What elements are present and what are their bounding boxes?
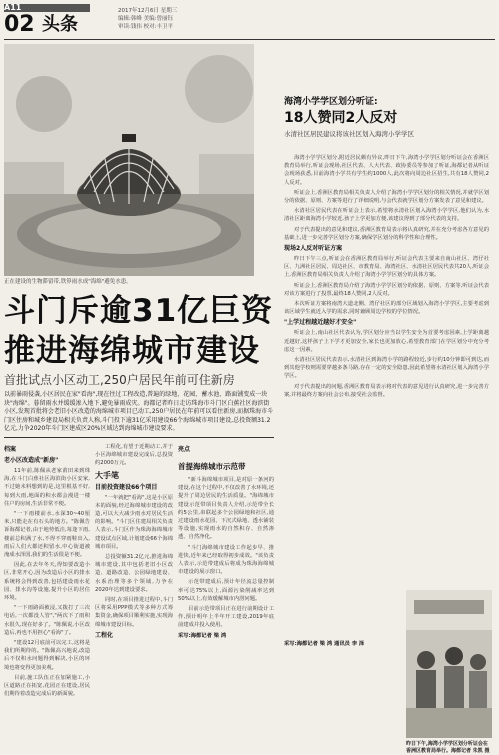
main-photo: [4, 44, 254, 276]
right-section2-paragraph: 水清社区居民代表表示,水清社区到海湾小学的路程较近,步行约10分钟即可到达,而到其他学校则需要穿越多条马路,存在一定的安全隐患,因此希望将水清社区划入海湾小学学区。: [284, 357, 489, 380]
col3-title-top: 亮点: [178, 446, 191, 453]
right-photo-caption: 昨日下午,海湾小学学区划分听证会在香洲区教育局举行。海都记者 朱凯 摄: [406, 741, 490, 754]
col2-subhead: 工程化: [95, 631, 114, 639]
photo-drawing: [4, 44, 254, 276]
col1-paragraph: 因此,在去年冬天,得知要改造小区,非常开心,因为改造后小区的排水系统将会得到改善,包括建设雨水花园、排水沟等设施,提升小区的居住环境。: [4, 562, 90, 602]
right-credit: 采写:海都记者 梁 鸿 通讯员 李 泽: [284, 641, 365, 647]
col2-paragraph: "一年就把"看海",这是小区原本的面貌,经过海绵城市建设的改造,可以大大减少雨水对居民生活的影响。"斗门区住建局相关负责人表示,斗门区作为珠海海绵城市建设试点区域,计划建设66个海绵城市项目。: [95, 494, 173, 550]
page-header: [0, 0, 499, 40]
right-section-paragraph: 昨日下午三点,听证会在香洲区教育局举行,听证会代表主要来自南山社区、湾仔社区、九洲社区居民、周边社区、市教育局、海湾社区、水清社区居民代表共20人,听证会上,香洲区教育局相关负责人介绍了海湾小学学区划分的具体方案。: [284, 256, 489, 279]
col3-credit: 采写:海都记者 梁 鸿: [178, 632, 227, 639]
right-photo: [406, 590, 492, 738]
right-article: [280, 44, 495, 754]
article-column-1: [4, 443, 90, 748]
right-section-paragraph: 本次听证方案将南湾大道北侧、湾仔社区的部分区域划入海湾小学学区,主要考虑到该区域学生就近入学的需求,同时兼顾周边学校的学位情况。: [284, 301, 489, 316]
edition-mark: A11: [4, 3, 22, 12]
article-column-2: [95, 443, 173, 748]
header-meta: [118, 7, 268, 31]
col2-paragraph: 同时,在项目推进过程中,斗门区将采用PPP模式等多种方式筹集资金,确保项目顺利实施,实现海绵城市建设目标。: [95, 597, 173, 628]
col3-paragraph: "斗门海绵城市建设工作起步早、推进快,近年来已经取得初步成效。"该负责人表示,示范带建成后将成为珠海海绵城市建设的展示窗口。: [178, 544, 274, 576]
section-title: 头条: [42, 14, 78, 35]
right-section-head: 现场2人反对听证方案: [284, 245, 343, 253]
page-number: 02: [4, 12, 35, 37]
meta-date: 2017年12月6日 星期三: [118, 8, 178, 14]
right-paragraph: 水清社区居民代表在听证会上表示,希望将水清社区划入海湾小学学区,他们认为,水清社区距离海湾小学较近,孩子上学更加方便,该建议得到了部分代表的支持。: [284, 208, 489, 223]
headline-line-1: 斗门斥逾31亿巨资: [4, 293, 274, 329]
col1-paragraph: "一下雨楼前水,水深30~40厘米,只能走在有石头的地方。"陈佩告诉海都记者,由于地势低洼,每逢下雨,楼前总积满了水,不得不穿雨鞋出入,雨后人们大都还积留水,中心街道被淹成水泽国,我们的生活很是不便。: [4, 511, 90, 559]
col3-paragraph: 示范带建成后,预计年径流总量控制率可达75%以上,面源污染削减率达到50%以上,有效缓解城市内涝问题。: [178, 579, 274, 602]
right-section2-paragraph: 听证会上,南山社区代表认为,学区划分应当以学生安全为首要考虑因素,上学距离越近越好,这样孩子上下学才更加安全,家长也更加放心,希望教育部门在学区划分中充分考虑这一因素。: [284, 330, 489, 353]
right-credit-block: [284, 640, 402, 696]
header-rule: [4, 39, 495, 40]
col2-subhead-2: 目前投资建设66个项目: [95, 483, 158, 491]
right-subtitle: 水清社区居民建议将该社区划入海湾小学学区: [284, 130, 414, 138]
right-paragraph: 对于代表提出的意见和建议,香洲区教育局表示将认真研究,并在充分考虑各方意见的基础上,进一步完善学区划分方案,确保学区划分的科学性和合理性。: [284, 226, 489, 241]
col1-paragraph: "建设12月底前可以完工,这将是我们所期待的。"陈佩高兴地说,改造后不仅积水问题得到解决,小区的环境也将变得更加美观。: [4, 640, 90, 671]
right-title-top: 海湾小学学区划分听证:: [284, 97, 378, 107]
col1-paragraph: 11年前,陈佩从老家莆田来到珠海,在斗门白蕉社区海滨街小区安家,不过她未料想到的是,这里根基不好,每到大雨,地面的积水都会漫进一楼住户的房间,生活非常不便。: [4, 468, 90, 507]
col1-paragraph: "一下雨路面被浸,又拨打了三次电话,一次都没人管","两次下了雨积水很久,现在好多了。"陈佩说,小区改造后,再也不用担心"看海"了。: [4, 605, 90, 636]
col3-paragraph: 目前示范带项目正在进行前期设计工作,预计明年上半年开工建设,2019年底前建成并投入使用。: [178, 606, 274, 629]
col2-subhead-large: 大手笔: [95, 470, 119, 480]
meta-proof: 审读:钱伟 校对:丰卫平: [118, 24, 173, 30]
col2-paragraph: 工程化,有望于近期动工,并于小区海绵城市建设完成后,总投资约2000万元。: [95, 444, 173, 467]
right-photo-drawing: [406, 590, 492, 738]
right-title: 18人赞同2人反对: [284, 110, 398, 126]
headline-line-2: 推进海绵城市建设: [4, 333, 260, 369]
right-section-paragraph: 听证会上,香洲区教育局介绍了海湾小学学区划分的依据、原则、方案等,听证会代表对该方案进行了投票,最终18人赞同,2人反对。: [284, 282, 489, 297]
col2-paragraph: 总投资额31.2亿元,推进海绵城市建设,其中包括老旧小区改造、道路改造、公园绿地建设、水系治理等多个领域,力争在2020年达到建设要求。: [95, 554, 173, 593]
lede-separator: [4, 437, 274, 438]
right-paragraph: 听证会上,香洲区教育局相关负责人介绍了海湾小学学区划分的相关情况,并就学区划分的依据、原则、方案等进行了详细说明,与会代表就学区划分方案发表了意见和建议。: [284, 189, 489, 205]
right-section2-paragraph: 对于代表提出的问题,香洲区教育局表示将对代表的意见进行认真研究,进一步完善方案,并将最终方案向社会公布,接受社会监督。: [284, 383, 489, 398]
col1-subhead: 档案: [4, 446, 17, 453]
right-paragraph: 海湾小学学区划分,附近居民颇有异议,昨日下午,海湾小学学区划分听证会在香洲区教育局举行,听证会现场,社区代表、人大代表、政协委员等参加了听证,海都记者从听证会现场获悉,目前海湾小学共有学生约1000人,此次将向周边社区招生,共有18人赞同,2人反对。: [284, 155, 489, 186]
article-column-3: [178, 443, 274, 748]
col3-paragraph: "新斗海绵城市项目,是对原一条河的建设,在这个过程中,不仅改善了水环境,还提升了周边居民的生活质量。"海绵城市建设示范带项目负责人介绍,示范带全长约5公里,串联起多个公园绿地和社区,通过建设雨水花园、下沉式绿地、透水铺装等设施,实现雨水的自然积存、自然渗透、自然净化。: [178, 477, 274, 541]
photo-caption: 正在建设的生物滞留带,铁箅雨水成"海绵"避免水患。: [4, 279, 132, 285]
main-subhead: 首批试点小区动工,250户居民年前可住新房: [4, 373, 235, 387]
meta-editor: 编辑:韩峰 美编:曾丽钰: [118, 16, 173, 22]
right-body: [284, 154, 489, 634]
col3-title: 首提海绵城市示范带: [178, 462, 246, 471]
main-headline: [4, 291, 274, 371]
main-lede: 以前暴雨侵袭,小区居民在家"看海",现在往过工程改造,普遍的绿地、花园、蓄水池、路面铺变成一块块"海绵"。暮留雨水并缓缓渗入地下,避免暴雨成灾。海都记者昨日走访珠海市斗门区白蕉社区海滨街小区,发现首批将会老旧小区改造的海绵城市项目已动工,250户居民在年前可以看住新房,而据珠海市斗门区住房和城乡建设局相关负责人称,斗门投下逾31亿采用建设66个海绵城市项目建设,总投资额31.2亿元,力争2020年斗门区建成区20%区域达到海绵城市建设要求。: [4, 391, 274, 432]
right-section2-head: "上学过程越近越好才安全": [284, 319, 357, 327]
col1-subhead-2: 老小区改造成"新房": [4, 457, 59, 464]
col1-paragraph: 目前,施工队伍正在加紧施工,小区道路正在拓宽,花园正在建设,居民们期待着改造完成后的新面貌。: [4, 674, 90, 698]
